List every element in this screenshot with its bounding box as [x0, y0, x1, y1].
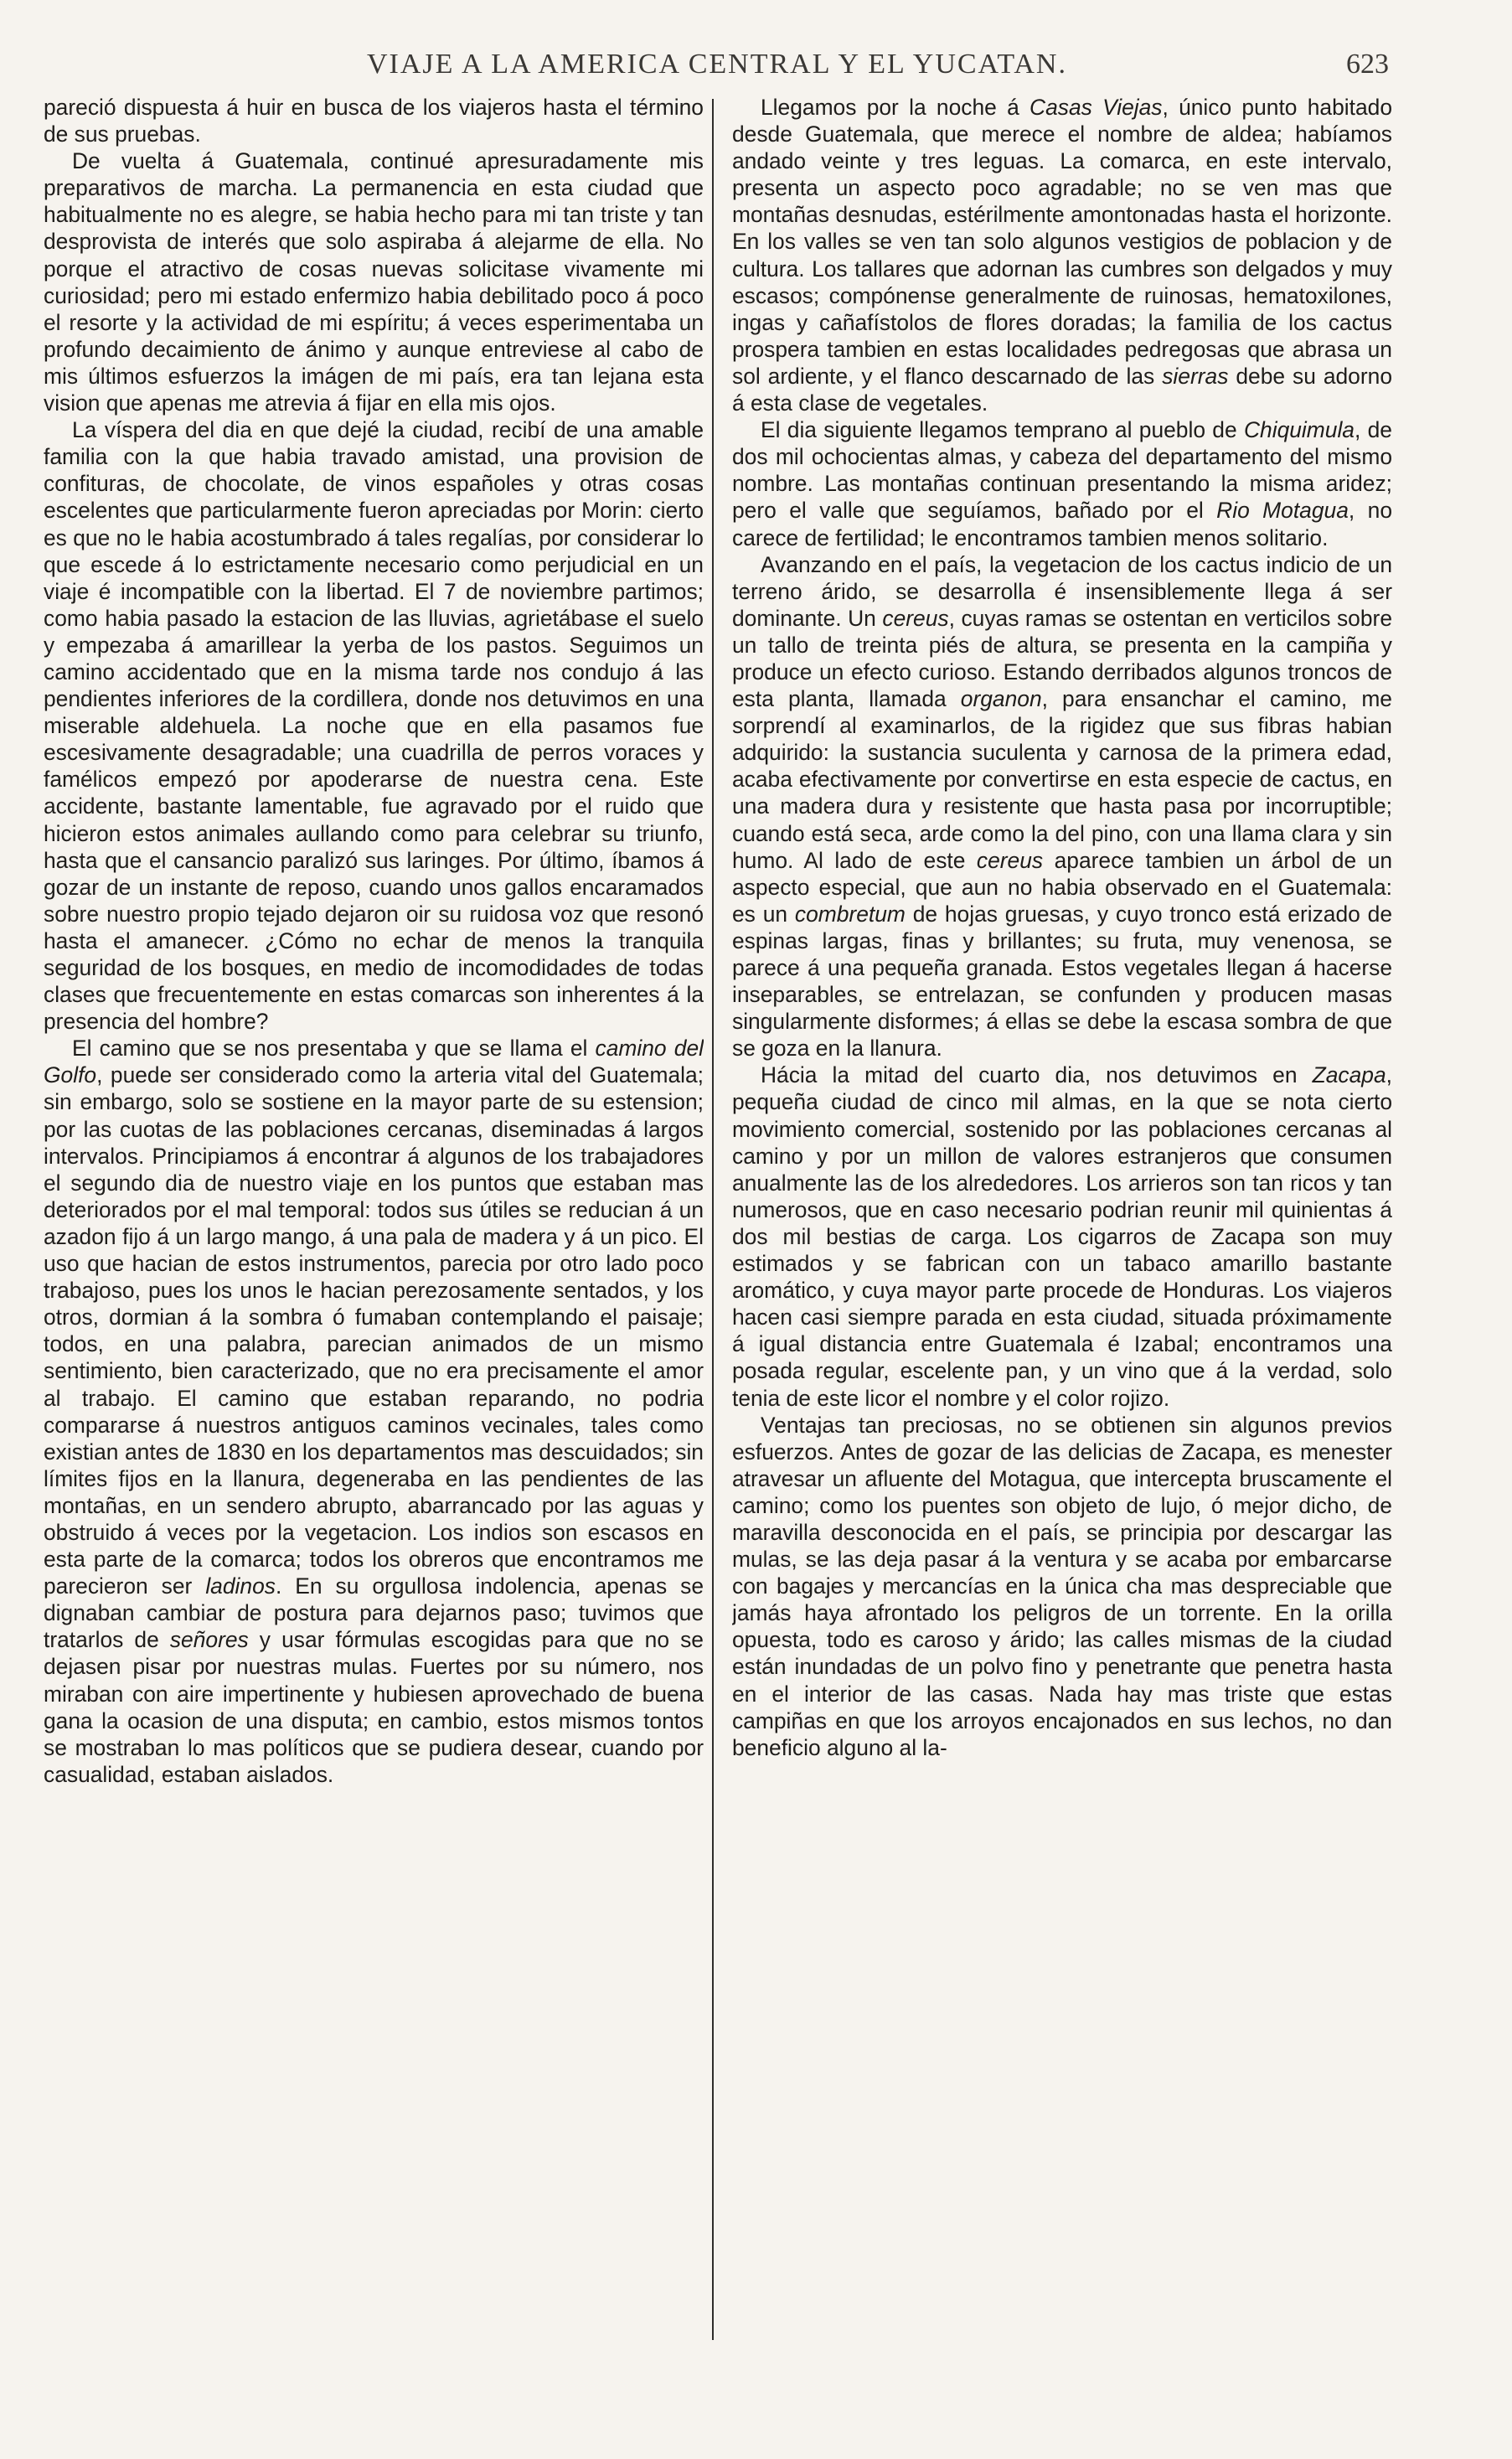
italic-term: Chiquimula — [1243, 417, 1355, 443]
paragraph: De vuelta á Guatemala, continué apresuradamente mis preparativos de marcha. La permanencia en esta ciudad que habitualmente no es alegre, se habia hecho para mi tan triste y tan desprovista de interés que solo aspiraba á alejarme de ella. No porque el atractivo de cosas nuevas solicitase vivamente mi curiosidad; pero mi estado enfermizo habia debilitado poco á poco el resorte y la actividad de mi espíritu; á veces esperimentaba un profundo decaimiento de ánimo y aunque entreviese al cabo de mis últimos esfuerzos la imágen de mi país, era tan lejana esta vision que apenas me atrevia á fijar en ella mis ojos. — [44, 148, 704, 416]
paragraph: pareció dispuesta á huir en busca de los viajeros hasta el término de sus pruebas. — [44, 95, 704, 147]
running-title: VIAJE A LA AMERICA CENTRAL Y EL YUCATAN. — [367, 49, 1067, 80]
italic-term: ladinos — [205, 1573, 276, 1599]
paragraph: La víspera del dia en que dejé la ciudad, recibí de una amable familia con la que habia travado amistad, una provision de confituras, de chocolate, de vinos españoles y otras cosas escelentes que particularmente fueron apreciadas por Morin: cierto es que no le habia acostumbrado á tales regalías, por considerar lo que escede á lo estrictamente necesario como perjudicial en un viaje é incompatible con la libertad. El 7 de noviembre partimos; como habia pasado la estacion de las lluvias, agrietábase el suelo y empezaba á amarillear la yerba de los pastos. Seguimos un camino accidentado que en la misma tarde nos condujo á las pendientes inferiores de la cordillera, donde nos detuvimos en una miserable aldehuela. La noche que en ella pasamos fue escesivamente desagradable; una cuadrilla de perros voraces y famélicos empezó por apoderarse de nuestra cena. Este accidente, bastante lamentable, fue agravado por el ruido que hicieron estos animales aullando como para celebrar su triunfo, hasta que el cansancio paralizó sus laringes. Por último, íbamos á gozar de un instante de reposo, cuando unos gallos encaramados sobre nuestro propio tejado dejaron oir su ruidosa voz que resonó hasta el amanecer. ¿Cómo no echar de menos la tranquila seguridad de los bosques, en medio de incomodidades de todas clases que frecuentemente en estas comarcas son inherentes á la presencia del hombre? — [44, 417, 704, 1035]
italic-term: cereus — [882, 605, 949, 631]
column-divider — [712, 99, 714, 2340]
italic-term: combretum — [794, 901, 906, 927]
page-number: 623 — [1346, 49, 1389, 80]
italic-term: cereus — [976, 847, 1044, 873]
italic-term: organon — [960, 686, 1042, 712]
italic-term: Casas Viejas — [1030, 95, 1163, 120]
paragraph: El dia siguiente llegamos temprano al pueblo de Chiquimula, de dos mil ochocientas almas, y cabeza del departamento del mismo nombre. Las montañas continuan presentando la misma aridez; pero el valle que seguíamos, bañado por el Rio Motagua, no carece de fertilidad; le encontramos tambien menos solitario. — [732, 417, 1392, 550]
italic-term: señores — [169, 1627, 249, 1653]
left-column — [44, 94, 704, 2423]
italic-term: Rio Motagua — [1216, 498, 1349, 524]
italic-term: camino del Golfo — [44, 1036, 704, 1088]
italic-term: Zacapa — [1312, 1062, 1386, 1088]
paragraph: Hácia la mitad del cuarto dia, nos detuvimos en Zacapa, pequeña ciudad de cinco mil almas, en la que se nota cierto movimiento comercial, sostenido por las poblaciones cercanas al camino y por un millon de valores estranjeros que consumen anualmente las de los alrededores. Los arrieros son tan ricos y tan numerosos, que en caso necesario podrian reunir mil quinientas á dos mil bestias de carga. Los cigarros de Zacapa son muy estimados y se fabrican con un tabaco amarillo bastante aromático, y cuya mayor parte procede de Honduras. Los viajeros hacen casi siempre parada en esta ciudad, situada próximamente á igual distancia entre Guatemala é Izabal; encontramos una posada regular, escelente pan, y un vino que á la verdad, solo tenia de este licor el nombre y el color rojizo. — [732, 1062, 1392, 1411]
italic-term: sierras — [1162, 363, 1229, 389]
paragraph: Ventajas tan preciosas, no se obtienen sin algunos previos esfuerzos. Antes de gozar de las delicias de Zacapa, es menester atravesar un afluente del Motagua, que intercepta bruscamente el camino; como los puentes son objeto de lujo, ó mejor dicho, de maravilla desconocida en el país, se principia por descargar las mulas, se las deja pasar á la ventura y se acaba por embarcarse con bagajes y mercancías en la única cha mas despreciable que jamás haya afrontado los peligros de un torrente. En la orilla opuesta, todo es caroso y árido; las calles mismas de la ciudad están inundadas de un polvo fino y penetrante que penetra hasta en el interior de las casas. Nada hay mas triste que estas campiñas en que los arroyos encajonados en sus lechos, no dan beneficio alguno al la- — [732, 1412, 1392, 1760]
paragraph: El camino que se nos presentaba y que se llama el camino del Golfo, puede ser considerado como la arteria vital del Guatemala; sin embargo, solo se sostiene en la mayor parte de su estension; por las cuotas de las poblaciones cercanas, diseminadas á largos intervalos. Principiamos á encontrar á algunos de los trabajadores el segundo dia de nuestro viaje en los puntos que estaban mas deteriorados por el mal temporal: todos sus útiles se reducian á un azadon fijo á un largo mango, á una pala de madera y á un pico. El uso que hacian de estos instrumentos, parecia por otro lado poco trabajoso, pues los unos le hacian perezosamente sentados, y los otros, dormian á la sombra ó fumaban contemplando el paisaje; todos, en una palabra, parecian animados de un mismo sentimiento, bien caracterizado, que no era precisamente el amor al trabajo. El camino que estaban reparando, no podria compararse á nuestros antiguos caminos vecinales, tales como existian antes de 1830 en los departamentos mas descuidados; sin límites fijos en la llanura, degeneraba en las pendientes de las montañas, en un sendero abrupto, abarrancado por las aguas y obstruido á veces por la vegetacion. Los indios son escasos en esta parte de la comarca; todos los obreros que encontramos me parecieron ser ladinos. En su orgullosa indolencia, apenas se dignaban cambiar de postura para dejarnos paso; tuvimos que tratarlos de señores y usar fórmulas escogidas para que no se dejasen pisar por nuestras mulas. Fuertes por su número, nos miraban con aire impertinente y hubiesen aprovechado de buena gana la ocasion de una disputa; en cambio, estos mismos tontos se mostraban lo mas políticos que se pudiera desear, cuando por casualidad, estaban aislados. — [44, 1036, 704, 1787]
page-header — [49, 49, 1389, 82]
paragraph: Avanzando en el país, la vegetacion de los cactus indicio de un terreno árido, se desarrolla é insensiblemente llega á ser dominante. Un cereus, cuyas ramas se ostentan en verticilos sobre un tallo de treinta piés de altura, se presenta en la campiña y produce un efecto curioso. Estando derribados algunos troncos de esta planta, llamada organon, para ensanchar el camino, me sorprendí al examinarlos, de la rigidez que sus fibras habian adquirido: la sustancia suculenta y carnosa de la primera edad, acaba efectivamente por convertirse en esta especie de cactus, en una madera dura y resistente que hasta pasa por incorruptible; cuando está seca, arde como la del pino, con una llama clara y sin humo. Al lado de este cereus aparece tambien un árbol de un aspecto especial, que aun no habia observado en el Guatemala: es un combretum de hojas gruesas, y cuyo tronco está erizado de espinas largas, finas y brillantes; su fruta, muy venenosa, se parece á una pequeña granada. Estos vegetales llegan á hacerse inseparables, se entrelazan, se confunden y producen masas singularmente disformes; á ellas se debe la escasa sombra de que se goza en la llanura. — [732, 551, 1392, 1062]
right-column — [732, 94, 1392, 2423]
paragraph: Llegamos por la noche á Casas Viejas, único punto habitado desde Guatemala, que merece el nombre de aldea; habíamos andado veinte y tres leguas. La comarca, en este intervalo, presenta un aspecto poco agradable; no se ven mas que montañas desnudas, estérilmente amontonadas hasta el horizonte. En los valles se ven tan solo algunos vestigios de poblacion y de cultura. Los tallares que adornan las cumbres son delgados y muy escasos; compónense generalmente de ruinosas, hematoxilones, ingas y cañafístolos de flores doradas; la familia de los cactus prospera tambien en estas localidades pedregosas que abrasa un sol ardiente, y el flanco descarnado de las sierras debe su adorno á esta clase de vegetales. — [732, 95, 1392, 416]
